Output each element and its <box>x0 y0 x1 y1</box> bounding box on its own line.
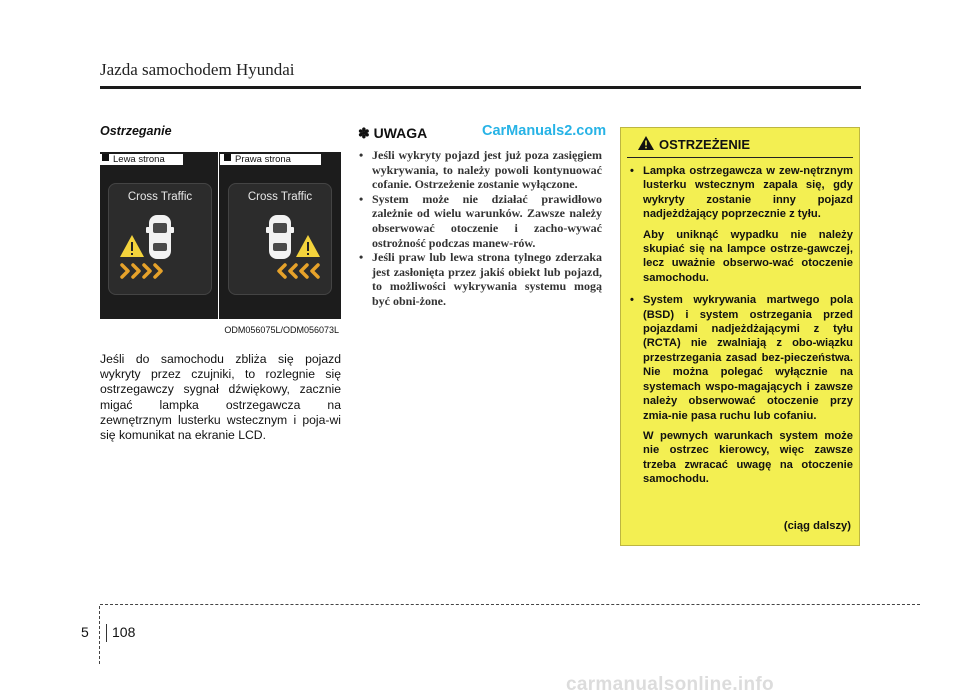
note-item: • Jeśli wykryty pojazd jest już poza zasięgiem wykrywania, to należy powoli kontynuować cofanie. Ostrzeżenie zostanie wyłączone. <box>358 148 602 192</box>
chevrons-icon <box>279 265 318 277</box>
warning-paragraph: • System wykrywania martwego pola (BSD) i system ostrzegania przed pojazdami nadjeżdżającymi z tyłu (RCTA) nie zwalniają z obo-wiązku przestrzegania zasad bez-pieczeństwa. Nie można polegać wyłącznie na systemach wspo-magających i zawsze należy obserwować otoczenie przy zmia-nie pasa ruchu lub cofaniu. <box>643 294 853 422</box>
warning-paragraph: Aby uniknąć wypadku nie należy skupiać się na lampce ostrze-gawczej, lecz uważnie obserwo-wać otoczenie samochodu. <box>643 228 853 284</box>
page-header-title: Jazda samochodem Hyundai <box>100 60 295 79</box>
note-list <box>358 148 602 309</box>
warning-header <box>627 133 853 158</box>
site-watermark: carmanualsonline.info <box>566 674 774 695</box>
chapter-number: 5 <box>81 624 89 640</box>
lamp-right <box>228 183 332 295</box>
continued-label: (ciąg dalszy) <box>783 520 851 532</box>
note-title: ✽ UWAGA <box>358 125 428 141</box>
square-bullet-icon <box>102 154 109 161</box>
lamp-left-title: Cross Traffic <box>127 191 193 203</box>
section-heading: Ostrzeganie <box>100 124 172 138</box>
warning-triangle-icon <box>637 135 655 151</box>
car-icon <box>266 215 294 259</box>
cross-traffic-figure <box>100 152 341 335</box>
page-number: 108 <box>112 624 136 640</box>
warning-list <box>629 164 853 495</box>
car-warning-right-icon <box>228 183 332 295</box>
lamp-right-title: Cross Traffic <box>247 191 313 203</box>
note-item: • Jeśli praw lub lewa strona tylnego zderzaka jest zasłonięta przez jakiś obiekt lub pojazd, to możliwości wykrywania systemu mogą być obni-żone. <box>358 250 602 308</box>
figure-divider <box>218 152 219 319</box>
body-paragraph: Jeśli do samochodu zbliża się pojazd wykryty przez czujniki, to rozlegnie się ostrzegawczy sygnał dźwiękowy, zacznie migać lampka ostrzegawcza na zewnętrznym lusterku wstecznym i poja-wi się komunikat na ekranie LCD. <box>100 352 341 443</box>
warning-item <box>629 164 853 285</box>
car-icon <box>146 215 174 259</box>
page-number-separator <box>106 624 107 642</box>
warning-title: OSTRZEŻENIE <box>659 137 751 152</box>
lamp-left <box>108 183 212 295</box>
header-rule <box>100 86 861 89</box>
square-bullet-icon <box>224 154 231 161</box>
warning-paragraph: W pewnych warunkach system może nie ostrzec kierowcy, więc zawsze trzeba zwracać uwagę na otoczenie samochodu. <box>643 429 853 486</box>
car-warning-left-icon <box>108 183 212 295</box>
figure-code: ODM056075L/ODM056073L <box>224 325 339 335</box>
warning-box <box>620 127 860 546</box>
figure-label-left: Lewa strona <box>100 154 183 165</box>
warning-paragraph: • Lampka ostrzegawcza w zew-nętrznym lusterku wstecznym zapala się, gdy wykryty zostanie inny pojazd nadjeżdżający poprzecznie z tyłu. <box>643 165 853 221</box>
warning-triangle-icon <box>120 235 144 257</box>
chevrons-icon <box>122 265 161 277</box>
warning-item <box>629 293 853 486</box>
warning-triangle-icon <box>296 235 320 257</box>
footer-rule <box>100 604 920 605</box>
footer-vertical-rule <box>99 606 100 664</box>
figure-label-right: Prawa strona <box>220 154 321 165</box>
watermark-logo[interactable]: CarManuals2.com <box>482 123 607 139</box>
note-item: • System może nie działać prawidłowo zależnie od wielu warunków. Zawsze należy obserwować otoczenie i zacho-wywać ostrożność podczas manew-rów. <box>358 192 602 250</box>
